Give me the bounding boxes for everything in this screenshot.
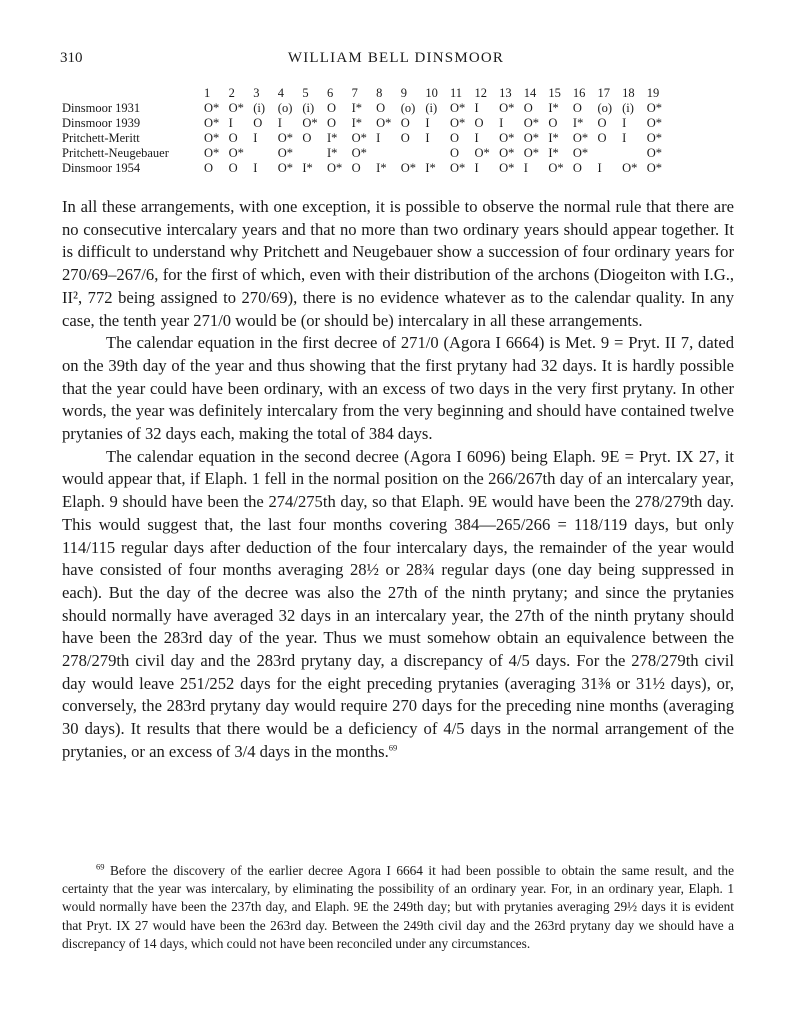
table-cell: I (425, 116, 430, 130)
table-cell: O* (646, 101, 662, 115)
table-cell: O (228, 131, 238, 145)
table-cell: O (597, 116, 607, 130)
footnote (62, 862, 734, 953)
table-cell: O* (326, 161, 343, 175)
table-cell: O (204, 161, 214, 175)
table-cell: O (597, 131, 607, 145)
table-cell (302, 146, 327, 161)
table-cell: O (326, 101, 336, 115)
table-cell: O* (204, 116, 220, 130)
table-cell (376, 146, 401, 161)
column-header: 5 (302, 86, 309, 100)
table-cell: (i) (253, 101, 265, 115)
table-cell: O* (499, 161, 515, 175)
table-cell: (o) (277, 101, 293, 115)
table-cell: O* (622, 161, 638, 175)
table-cell: (o) (400, 101, 416, 115)
table-cell: I (253, 161, 258, 175)
column-header: 11 (449, 86, 462, 100)
table-cell: I (277, 116, 282, 130)
table-cell: O (572, 161, 582, 175)
table-cell: I (499, 116, 504, 130)
row-label: Dinsmoor 1954 (62, 161, 141, 175)
table-cell: O (400, 116, 410, 130)
table-cell: O (474, 116, 484, 130)
row-label: Dinsmoor 1939 (62, 116, 141, 130)
table-cell (253, 146, 278, 161)
table-cell: I* (548, 131, 559, 145)
table-cell: I* (425, 161, 436, 175)
table-cell: O (351, 161, 361, 175)
table-cell: I (474, 161, 479, 175)
table-cell: I (474, 101, 479, 115)
table-cell: O* (277, 161, 294, 175)
table-cell: (o) (597, 101, 613, 115)
paragraph-text: The calendar equation in the second decree (Agora I 6096) being Elaph. 9E = Pryt. IX 27, it would appear that, if Elaph. 1 fell in the normal position on the 266/267th day of an intercalary year, Elaph. 9 should have been the 274/275th day, so that Elaph. 9E would have been the 278/279th day. This would suggest that, the last four months covering 384—265/266 = 118/119 days, but only 114/115 regular days after deduction of the four intercalary days, the remainder of the year would have consisted of four months averaging 28½ or 28¾ regular days (one day being suppressed in each). But the day of the decree was also the 27th of the ninth prytany; and since the prytanies should normally have averaged 32 days in an intercalary year, the 27th of the ninth prytany should have been the 283rd day of the year. Thus we must somehow obtain an equivalence between the 278/279th civil day and the 283rd prytany day, a discrepancy of 4/5 days. For the 278/279th civil day would leave 251/252 days for the eight preceding prytanies (averaging 31⅜ or 31½ days), or, conversely, the 283rd prytany day would require 270 days for the preceding nine months (averaging 30 days). It results that there would be a deficiency of 4/5 days in the normal arrangement of the prytanies, or an excess of 3/4 days in the months. (62, 446, 734, 761)
calendar-quality-table (62, 86, 671, 176)
table-cell: O* (204, 146, 220, 160)
footnote-text: Before the discovery of the earlier decree Agora I 6664 it had been possible to obtain the same result, and the certainty that the year was intercalary, by eliminating the possibility of an ordinary year. For, in an ordinary year, Elaph. 1 would normally have been the 237th day, and Elaph. 9E the 249th day; but with prytanies averaging 29½ days it is evident that Pryt. IX 27 would have been the 263rd day. Between the 249th civil day and the 263rd prytany day we should have a discrepancy of 14 days, which could not have been reconciled under any circumstances. (62, 863, 734, 951)
footnote-number: 69 (96, 861, 105, 872)
table-cell: O (376, 101, 386, 115)
column-header: 12 (474, 86, 488, 100)
table-cell: I (523, 161, 528, 175)
table-cell: O* (204, 131, 220, 145)
table-cell: I* (376, 161, 387, 175)
table-cell: O* (523, 146, 539, 160)
table-cell: I (376, 131, 381, 145)
table-cell: I (425, 131, 430, 145)
table-cell: O* (228, 101, 244, 115)
table-cell: O* (572, 146, 589, 160)
table-cell: O (523, 101, 533, 115)
table-cell: (i) (302, 101, 315, 115)
body-text (62, 196, 734, 764)
table-row (62, 161, 671, 176)
table-cell: O (572, 101, 582, 115)
table-cell: O* (376, 116, 392, 130)
table-cell: O (326, 116, 336, 130)
table-cell: O* (449, 161, 466, 175)
table-cell: O (253, 116, 263, 130)
column-header: 15 (548, 86, 561, 100)
column-header: 10 (425, 86, 438, 100)
table-cell: O* (449, 116, 466, 130)
table-cell: O (449, 131, 459, 145)
table-cell: O* (572, 131, 589, 145)
table-cell: I (474, 131, 479, 145)
table-cell: O* (548, 161, 564, 175)
table-cell: O* (523, 116, 539, 130)
table-cell: O* (449, 101, 466, 115)
column-header: 1 (204, 86, 211, 100)
table-cell: O* (228, 146, 244, 160)
table-cell: O* (351, 131, 367, 145)
table-cell: I* (351, 116, 362, 130)
table-cell: O* (646, 116, 662, 130)
column-header: 13 (499, 86, 512, 100)
table-row (62, 146, 671, 161)
table-cell: O* (277, 146, 294, 160)
table-cell (598, 146, 623, 161)
table-cell (622, 146, 647, 161)
column-header: 16 (572, 86, 586, 100)
column-header: 7 (351, 86, 358, 100)
table-cell: O (548, 116, 558, 130)
table-cell: O* (646, 131, 662, 145)
table-cell: O (228, 161, 238, 175)
table-cell: (i) (622, 101, 634, 115)
table-cell: O* (499, 146, 515, 160)
table-cell: O* (277, 131, 294, 145)
paragraph: The calendar equation in the first decree of 271/0 (Agora I 6664) is Met. 9 = Pryt. II 7, dated on the 39th day of the year and thus showing that the first prytany had 32 days. It is hardly possible that the year could have been ordinary, with an excess of two days in the very first prytany. In other words, the year was definitely intercalary from the very beginning and should have contained twelve prytanies of 32 days each, making the total of 384 days. (62, 333, 734, 444)
row-label: Pritchett-Meritt (62, 131, 140, 145)
table-cell: I* (302, 161, 313, 175)
page-number: 310 (60, 50, 83, 66)
table-row (62, 116, 671, 131)
page-header (60, 50, 732, 72)
table-cell (425, 146, 450, 161)
table-cell: O* (499, 131, 515, 145)
table-cell: O (400, 131, 410, 145)
column-header: 17 (597, 86, 610, 100)
table-cell: O* (499, 101, 515, 115)
table-cell: O (449, 146, 459, 160)
running-title: WILLIAM BELL DINSMOOR (287, 50, 505, 66)
table-header-row (62, 86, 671, 101)
column-header: 2 (228, 86, 235, 100)
table-body (62, 101, 671, 176)
table-row (62, 101, 671, 116)
footnote-reference[interactable]: 69 (388, 742, 398, 753)
table-cell (401, 146, 426, 161)
table-cell: I (597, 161, 602, 175)
table-cell: O* (646, 161, 662, 175)
column-header: 18 (622, 86, 635, 100)
column-header: 14 (523, 86, 537, 100)
table-cell: I (622, 116, 627, 130)
column-header: 6 (326, 86, 334, 100)
table-cell: I (228, 116, 233, 130)
table-cell: I* (548, 146, 559, 160)
table-cell: O* (474, 146, 490, 160)
table-cell: I* (326, 131, 338, 145)
table-cell: I* (548, 101, 559, 115)
table-cell: I* (326, 146, 338, 160)
table-cell: O* (523, 131, 539, 145)
paragraph (62, 446, 734, 764)
row-label: Pritchett-Neugebauer (62, 146, 169, 160)
table-corner (62, 86, 204, 101)
table-cell: I* (351, 101, 362, 115)
table-cell: O* (351, 146, 367, 160)
column-header: 19 (646, 86, 660, 100)
table-cell: I (622, 131, 627, 145)
table-cell: O (302, 131, 312, 145)
table-cell: (i) (425, 101, 438, 115)
table-cell: O* (646, 146, 662, 160)
column-header: 9 (400, 86, 407, 100)
column-header: 8 (376, 86, 383, 100)
table-cell: I* (572, 116, 584, 130)
table-row (62, 131, 671, 146)
column-header: 3 (253, 86, 260, 100)
paragraph: In all these arrangements, with one exception, it is possible to observe the normal rule that there are no consecutive intercalary years and that no more than two ordinary years should appear together. It is difficult to understand why Pritchett and Neugebauer show a succession of four ordinary years for 270/69–267/6, for the first of which, even with their distribution of the archons (Diogeiton with I.G., II², 772 being assigned to 270/69), there is no evidence whatever as to the calendar quality. In any case, the tenth year 271/0 would be (or should be) intercalary in all these arrangements. (62, 197, 734, 330)
table-cell: O* (400, 161, 417, 175)
table-cell: O* (302, 116, 318, 130)
row-label: Dinsmoor 1931 (62, 101, 141, 115)
column-header: 4 (277, 86, 285, 100)
table-cell: O* (204, 101, 220, 115)
table-cell: I (253, 131, 258, 145)
